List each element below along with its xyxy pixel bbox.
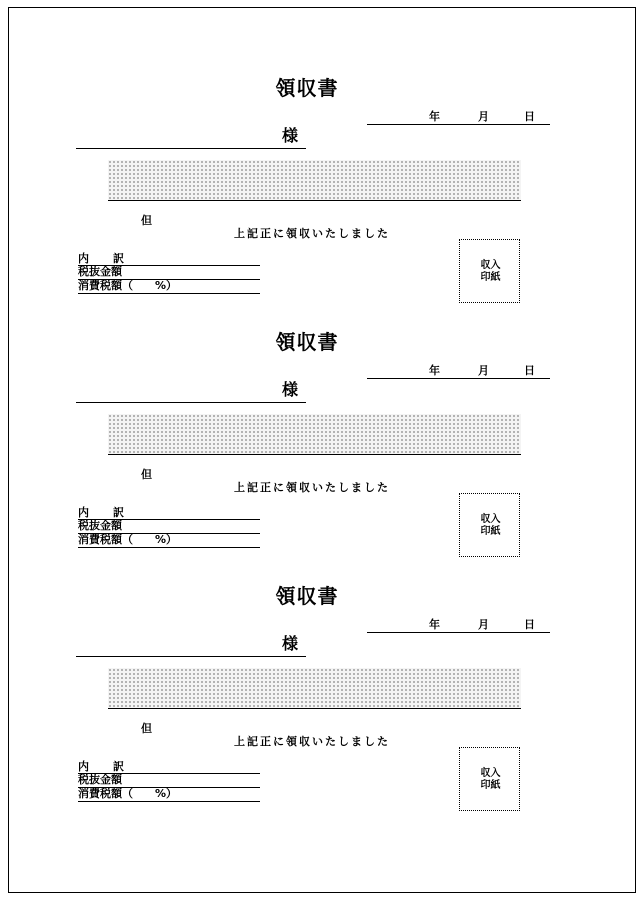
consumption-tax-label: 消費税額（ %） xyxy=(78,787,178,800)
note-prefix: 但 xyxy=(141,468,152,481)
breakdown-section xyxy=(78,761,260,802)
breakdown-label-1: 内 xyxy=(78,252,89,265)
date-field[interactable] xyxy=(367,619,550,633)
breakdown-label-2: 訳 xyxy=(113,506,124,519)
stamp-label-line2: 印紙 xyxy=(480,780,501,791)
consumption-tax-row[interactable] xyxy=(78,788,260,802)
note-prefix: 但 xyxy=(141,214,152,227)
receipt-title: 領収書 xyxy=(275,76,339,100)
year-label: 年 xyxy=(429,364,440,377)
pre-tax-label: 税抜金額 xyxy=(78,265,122,278)
recipient-name-field[interactable] xyxy=(76,402,306,403)
received-statement: 上記正に領収いたしました xyxy=(234,481,390,494)
date-field[interactable] xyxy=(367,111,550,125)
revenue-stamp-box xyxy=(459,747,520,811)
recipient-name-field[interactable] xyxy=(76,148,306,149)
day-label: 日 xyxy=(524,618,535,631)
day-label: 日 xyxy=(524,110,535,123)
honorific-label: 様 xyxy=(282,380,299,399)
recipient-name-field[interactable] xyxy=(76,656,306,657)
stamp-label-line1: 収入 xyxy=(480,514,501,525)
breakdown-label-1: 内 xyxy=(78,760,89,773)
consumption-tax-label: 消費税額（ %） xyxy=(78,533,178,546)
honorific-label: 様 xyxy=(282,126,299,145)
year-label: 年 xyxy=(429,618,440,631)
pre-tax-label: 税抜金額 xyxy=(78,519,122,532)
receipt-form xyxy=(0,254,644,546)
amount-field[interactable] xyxy=(108,160,521,201)
stamp-label-line2: 印紙 xyxy=(480,272,501,283)
year-label: 年 xyxy=(429,110,440,123)
honorific-label: 様 xyxy=(282,634,299,653)
amount-field[interactable] xyxy=(108,668,521,709)
breakdown-label-2: 訳 xyxy=(113,252,124,265)
note-prefix: 但 xyxy=(141,722,152,735)
stamp-label-line1: 収入 xyxy=(480,768,501,779)
receipt-form xyxy=(0,0,644,292)
received-statement: 上記正に領収いたしました xyxy=(234,735,390,748)
amount-field[interactable] xyxy=(108,414,521,455)
date-field[interactable] xyxy=(367,365,550,379)
day-label: 日 xyxy=(524,364,535,377)
stamp-label-line1: 収入 xyxy=(480,260,501,271)
breakdown-label-1: 内 xyxy=(78,506,89,519)
receipt-form xyxy=(0,508,644,800)
receipt-title: 領収書 xyxy=(275,330,339,354)
consumption-tax-label: 消費税額（ %） xyxy=(78,279,178,292)
pre-tax-label: 税抜金額 xyxy=(78,773,122,786)
breakdown-label-2: 訳 xyxy=(113,760,124,773)
month-label: 月 xyxy=(478,364,489,377)
month-label: 月 xyxy=(478,618,489,631)
received-statement: 上記正に領収いたしました xyxy=(234,227,390,240)
stamp-label-line2: 印紙 xyxy=(480,526,501,537)
pre-tax-amount-row[interactable] xyxy=(78,774,260,788)
month-label: 月 xyxy=(478,110,489,123)
receipt-title: 領収書 xyxy=(275,584,339,608)
